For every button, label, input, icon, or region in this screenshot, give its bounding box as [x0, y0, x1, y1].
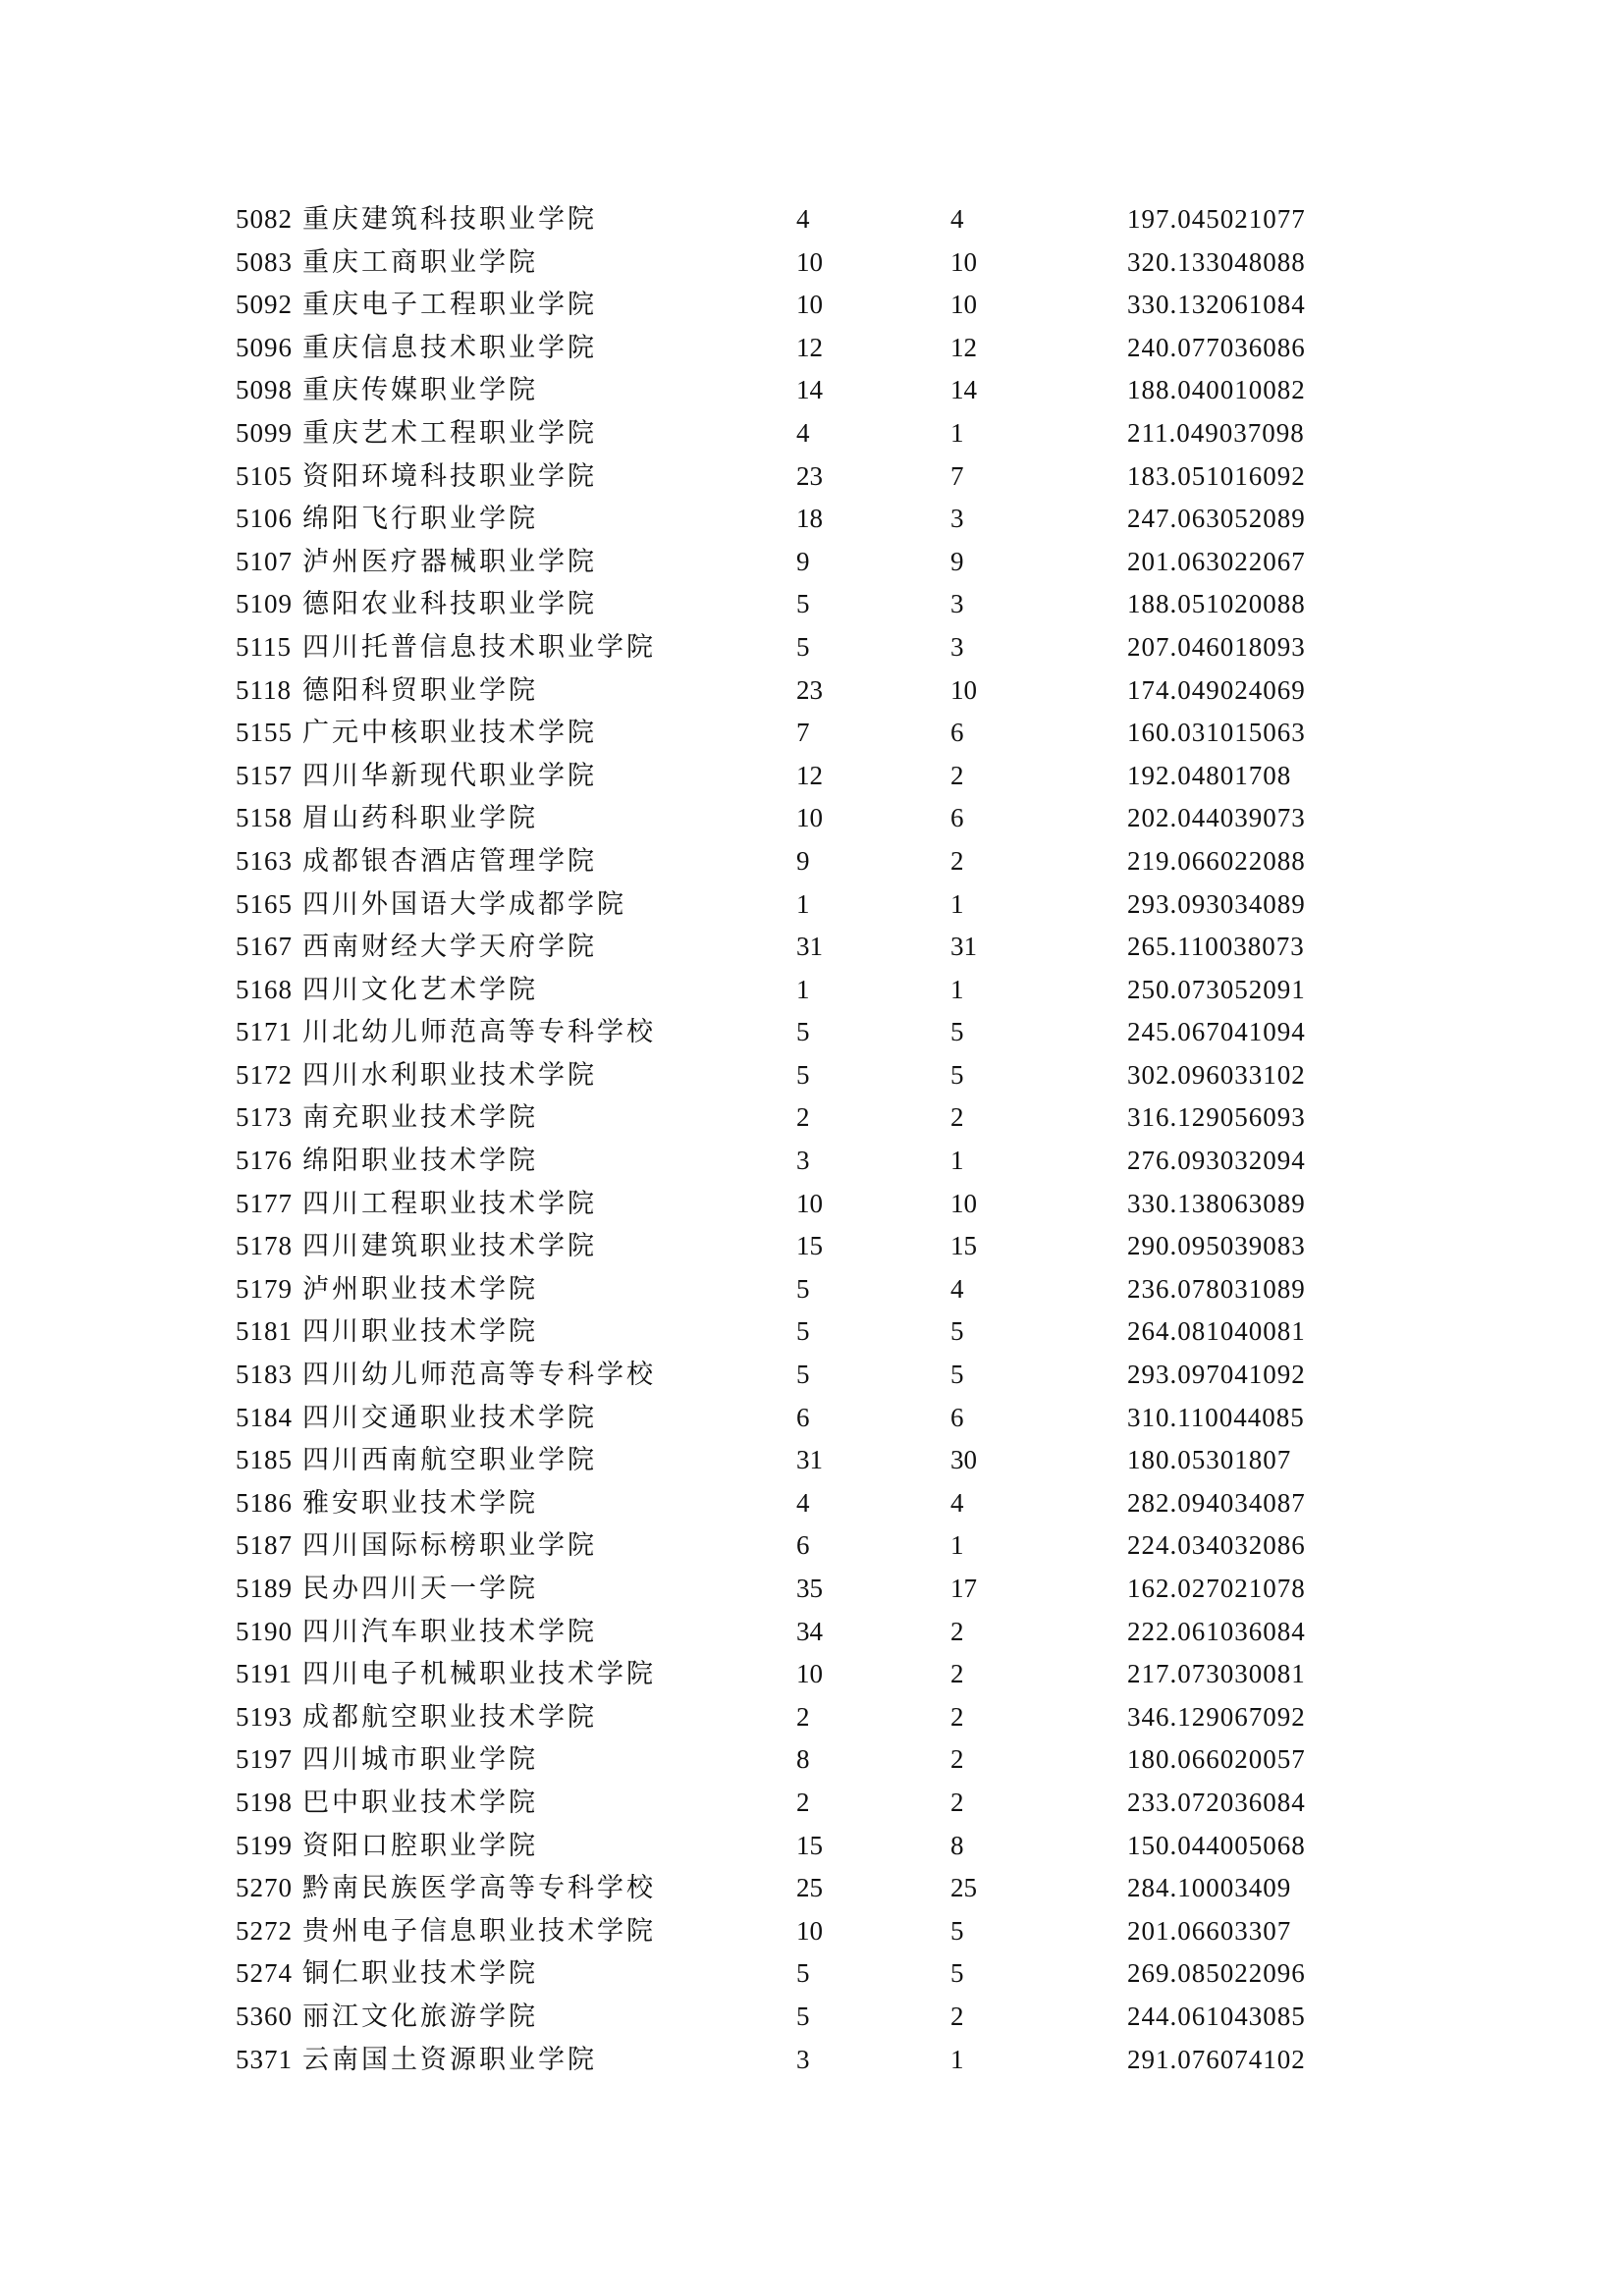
school-name: 四川城市职业学院: [302, 1744, 538, 1775]
plan-count: 6: [796, 1530, 810, 1561]
school-code: 5155: [236, 718, 293, 748]
score-value: 188.051020088: [1127, 589, 1306, 619]
score-value: 265.110038073: [1127, 932, 1305, 962]
admitted-count: 6: [950, 718, 964, 748]
admitted-count: 1: [950, 417, 964, 448]
school-name: 四川交通职业技术学院: [302, 1402, 597, 1432]
score-value: 160.031015063: [1127, 718, 1306, 748]
admitted-count: 2: [950, 1659, 964, 1689]
score-value: 197.045021077: [1127, 204, 1306, 234]
score-value: 174.049024069: [1127, 674, 1306, 705]
plan-count: 5: [796, 631, 810, 662]
score-value: 264.081040081: [1127, 1316, 1306, 1347]
admitted-count: 1: [950, 1530, 964, 1561]
score-value: 245.067041094: [1127, 1017, 1306, 1047]
admitted-count: 10: [950, 1188, 977, 1218]
school-code: 5183: [236, 1360, 293, 1390]
school-name: 雅安职业技术学院: [302, 1487, 538, 1518]
school-name: 四川汽车职业技术学院: [302, 1616, 597, 1646]
plan-count: 5: [796, 1316, 810, 1347]
score-value: 201.06603307: [1127, 1915, 1292, 1946]
plan-count: 15: [796, 1830, 823, 1860]
admitted-count: 4: [950, 1273, 964, 1304]
school-code: 5171: [236, 1017, 293, 1047]
score-value: 201.063022067: [1127, 546, 1306, 576]
plan-count: 10: [796, 1188, 823, 1218]
school-code: 5185: [236, 1445, 293, 1475]
school-name: 广元中核职业技术学院: [302, 718, 597, 748]
admitted-count: 31: [950, 932, 977, 962]
school-name: 四川工程职业技术学院: [302, 1188, 597, 1218]
school-name: 四川职业技术学院: [302, 1316, 538, 1347]
school-code: 5189: [236, 1574, 293, 1603]
admitted-count: 2: [950, 1102, 964, 1133]
score-value: 247.063052089: [1127, 504, 1306, 534]
admitted-count: 5: [950, 1360, 964, 1390]
plan-count: 10: [796, 1915, 823, 1946]
score-value: 244.061043085: [1127, 2001, 1306, 2031]
school-code: 5191: [236, 1659, 293, 1689]
admitted-count: 2: [950, 1744, 964, 1775]
school-name: 丽江文化旅游学院: [302, 2001, 538, 2031]
plan-count: 7: [796, 718, 810, 748]
admitted-count: 10: [950, 290, 977, 320]
school-name: 成都银杏酒店管理学院: [302, 845, 597, 876]
school-name: 绵阳飞行职业学院: [302, 504, 538, 534]
school-name: 四川西南航空职业学院: [302, 1445, 597, 1475]
school-code: 5167: [236, 932, 293, 962]
school-name: 黔南民族医学高等专科学校: [302, 1873, 656, 1903]
admitted-count: 17: [950, 1574, 977, 1603]
plan-count: 3: [796, 1146, 810, 1176]
score-value: 269.085022096: [1127, 1958, 1306, 1989]
school-code: 5082: [236, 204, 293, 234]
plan-count: 10: [796, 803, 823, 833]
school-code: 5272: [236, 1915, 293, 1946]
plan-count: 2: [796, 1701, 810, 1732]
admitted-count: 3: [950, 504, 964, 534]
plan-count: 5: [796, 1360, 810, 1390]
school-name: 四川文化艺术学院: [302, 974, 538, 1004]
score-value: 217.073030081: [1127, 1659, 1306, 1689]
score-value: 293.093034089: [1127, 888, 1306, 919]
school-code: 5098: [236, 375, 293, 405]
school-code: 5193: [236, 1701, 293, 1732]
school-code: 5096: [236, 332, 293, 362]
admitted-count: 5: [950, 1059, 964, 1090]
admitted-count: 5: [950, 1958, 964, 1989]
score-value: 290.095039083: [1127, 1231, 1306, 1261]
plan-count: 4: [796, 417, 810, 448]
school-name: 民办四川天一学院: [302, 1574, 538, 1603]
admitted-count: 6: [950, 1402, 964, 1432]
plan-count: 31: [796, 932, 823, 962]
school-code: 5199: [236, 1830, 293, 1860]
admitted-count: 2: [950, 2001, 964, 2031]
admitted-count: 25: [950, 1873, 977, 1903]
school-name: 四川建筑职业技术学院: [302, 1231, 597, 1261]
school-code: 5157: [236, 760, 293, 790]
school-name: 资阳环境科技职业学院: [302, 460, 597, 491]
school-code: 5371: [236, 2044, 293, 2074]
score-value: 291.076074102: [1127, 2044, 1306, 2074]
admitted-count: 15: [950, 1231, 977, 1261]
school-code: 5197: [236, 1744, 293, 1775]
score-value: 330.138063089: [1127, 1188, 1306, 1218]
score-value: 310.110044085: [1127, 1402, 1305, 1432]
plan-count: 15: [796, 1231, 823, 1261]
plan-count: 23: [796, 460, 823, 491]
score-value: 302.096033102: [1127, 1059, 1306, 1090]
school-name: 贵州电子信息职业技术学院: [302, 1915, 656, 1946]
school-code: 5177: [236, 1188, 293, 1218]
school-code: 5186: [236, 1487, 293, 1518]
admitted-count: 6: [950, 803, 964, 833]
score-value: 320.133048088: [1127, 246, 1306, 277]
school-code: 5360: [236, 2001, 293, 2031]
school-code: 5165: [236, 888, 293, 919]
school-name: 重庆传媒职业学院: [302, 375, 538, 405]
plan-count: 9: [796, 546, 810, 576]
plan-count: 5: [796, 589, 810, 619]
plan-count: 1: [796, 974, 810, 1004]
school-code: 5158: [236, 803, 293, 833]
school-name: 四川电子机械职业技术学院: [302, 1659, 656, 1689]
plan-count: 12: [796, 760, 823, 790]
school-code: 5181: [236, 1316, 293, 1347]
plan-count: 12: [796, 332, 823, 362]
score-value: 162.027021078: [1127, 1574, 1306, 1603]
admitted-count: 4: [950, 1487, 964, 1518]
school-code: 5118: [236, 674, 292, 705]
school-code: 5176: [236, 1146, 293, 1176]
score-value: 180.066020057: [1127, 1744, 1306, 1775]
school-name: 铜仁职业技术学院: [302, 1958, 538, 1989]
plan-count: 5: [796, 1059, 810, 1090]
school-code: 5198: [236, 1787, 293, 1817]
admitted-count: 8: [950, 1830, 964, 1860]
plan-count: 5: [796, 2001, 810, 2031]
school-code: 5099: [236, 417, 293, 448]
score-value: 233.072036084: [1127, 1787, 1306, 1817]
plan-count: 35: [796, 1574, 823, 1603]
score-value: 236.078031089: [1127, 1273, 1306, 1304]
school-code: 5274: [236, 1958, 293, 1989]
admitted-count: 1: [950, 2044, 964, 2074]
plan-count: 10: [796, 246, 823, 277]
score-value: 188.040010082: [1127, 375, 1306, 405]
school-name: 云南国土资源职业学院: [302, 2044, 597, 2074]
school-code: 5092: [236, 290, 293, 320]
school-name: 四川华新现代职业学院: [302, 760, 597, 790]
admitted-count: 1: [950, 1146, 964, 1176]
admitted-count: 5: [950, 1915, 964, 1946]
admitted-count: 10: [950, 674, 977, 705]
score-value: 219.066022088: [1127, 845, 1306, 876]
school-name: 南充职业技术学院: [302, 1102, 538, 1133]
score-value: 284.10003409: [1127, 1873, 1292, 1903]
admitted-count: 10: [950, 246, 977, 277]
score-value: 346.129067092: [1127, 1701, 1306, 1732]
school-name: 四川托普信息技术职业学院: [302, 631, 656, 662]
school-name: 巴中职业技术学院: [302, 1787, 538, 1817]
admitted-count: 5: [950, 1017, 964, 1047]
school-code: 5163: [236, 845, 293, 876]
plan-count: 10: [796, 1659, 823, 1689]
score-value: 330.132061084: [1127, 290, 1306, 320]
score-value: 222.061036084: [1127, 1616, 1306, 1646]
score-value: 207.046018093: [1127, 631, 1306, 662]
school-name: 泸州职业技术学院: [302, 1273, 538, 1304]
score-value: 183.051016092: [1127, 460, 1306, 491]
plan-count: 18: [796, 504, 823, 534]
school-name: 成都航空职业技术学院: [302, 1701, 597, 1732]
school-code: 5172: [236, 1059, 293, 1090]
plan-count: 1: [796, 888, 810, 919]
admitted-count: 1: [950, 974, 964, 1004]
admitted-count: 2: [950, 845, 964, 876]
admitted-count: 9: [950, 546, 964, 576]
plan-count: 6: [796, 1402, 810, 1432]
plan-count: 2: [796, 1102, 810, 1133]
school-code: 5184: [236, 1402, 293, 1432]
plan-count: 3: [796, 2044, 810, 2074]
admitted-count: 30: [950, 1445, 977, 1475]
score-value: 276.093032094: [1127, 1146, 1306, 1176]
plan-count: 23: [796, 674, 823, 705]
plan-count: 14: [796, 375, 823, 405]
plan-count: 5: [796, 1017, 810, 1047]
plan-count: 25: [796, 1873, 823, 1903]
admitted-count: 3: [950, 631, 964, 662]
score-value: 250.073052091: [1127, 974, 1306, 1004]
school-code: 5190: [236, 1616, 293, 1646]
admitted-count: 2: [950, 760, 964, 790]
school-name: 德阳农业科技职业学院: [302, 589, 597, 619]
school-name: 重庆电子工程职业学院: [302, 290, 597, 320]
plan-count: 5: [796, 1958, 810, 1989]
school-name: 德阳科贸职业学院: [302, 674, 538, 705]
score-value: 282.094034087: [1127, 1487, 1306, 1518]
score-value: 240.077036086: [1127, 332, 1306, 362]
admitted-count: 12: [950, 332, 977, 362]
plan-count: 9: [796, 845, 810, 876]
school-name: 重庆建筑科技职业学院: [302, 204, 597, 234]
school-code: 5187: [236, 1530, 293, 1561]
school-name: 四川外国语大学成都学院: [302, 888, 626, 919]
school-name: 泸州医疗器械职业学院: [302, 546, 597, 576]
school-name: 眉山药科职业学院: [302, 803, 538, 833]
admitted-count: 3: [950, 589, 964, 619]
school-name: 绵阳职业技术学院: [302, 1146, 538, 1176]
score-value: 150.044005068: [1127, 1830, 1306, 1860]
admitted-count: 2: [950, 1701, 964, 1732]
school-code: 5178: [236, 1231, 293, 1261]
plan-count: 34: [796, 1616, 823, 1646]
school-code: 5179: [236, 1273, 293, 1304]
admitted-count: 5: [950, 1316, 964, 1347]
school-code: 5115: [236, 631, 292, 662]
school-name: 资阳口腔职业学院: [302, 1830, 538, 1860]
school-name: 四川幼儿师范高等专科学校: [302, 1360, 656, 1390]
school-code: 5270: [236, 1873, 293, 1903]
school-code: 5083: [236, 246, 293, 277]
school-name: 四川水利职业技术学院: [302, 1059, 597, 1090]
school-name: 西南财经大学天府学院: [302, 932, 597, 962]
plan-count: 10: [796, 290, 823, 320]
score-value: 316.129056093: [1127, 1102, 1306, 1133]
school-code: 5173: [236, 1102, 293, 1133]
score-value: 211.049037098: [1127, 417, 1305, 448]
admitted-count: 2: [950, 1787, 964, 1817]
school-code: 5107: [236, 546, 293, 576]
admitted-count: 4: [950, 204, 964, 234]
score-value: 192.04801708: [1127, 760, 1292, 790]
admitted-count: 14: [950, 375, 977, 405]
plan-count: 2: [796, 1787, 810, 1817]
school-code: 5168: [236, 974, 293, 1004]
school-code: 5109: [236, 589, 293, 619]
score-value: 202.044039073: [1127, 803, 1306, 833]
admitted-count: 1: [950, 888, 964, 919]
plan-count: 31: [796, 1445, 823, 1475]
school-name: 重庆信息技术职业学院: [302, 332, 597, 362]
score-value: 224.034032086: [1127, 1530, 1306, 1561]
school-name: 四川国际标榜职业学院: [302, 1530, 597, 1561]
plan-count: 5: [796, 1273, 810, 1304]
plan-count: 4: [796, 1487, 810, 1518]
score-value: 293.097041092: [1127, 1360, 1306, 1390]
score-value: 180.05301807: [1127, 1445, 1292, 1475]
school-name: 重庆工商职业学院: [302, 246, 538, 277]
school-name: 重庆艺术工程职业学院: [302, 417, 597, 448]
plan-count: 8: [796, 1744, 810, 1775]
plan-count: 4: [796, 204, 810, 234]
admitted-count: 2: [950, 1616, 964, 1646]
school-name: 川北幼儿师范高等专科学校: [302, 1017, 656, 1047]
school-code: 5106: [236, 504, 293, 534]
admitted-count: 7: [950, 460, 964, 491]
school-code: 5105: [236, 460, 293, 491]
